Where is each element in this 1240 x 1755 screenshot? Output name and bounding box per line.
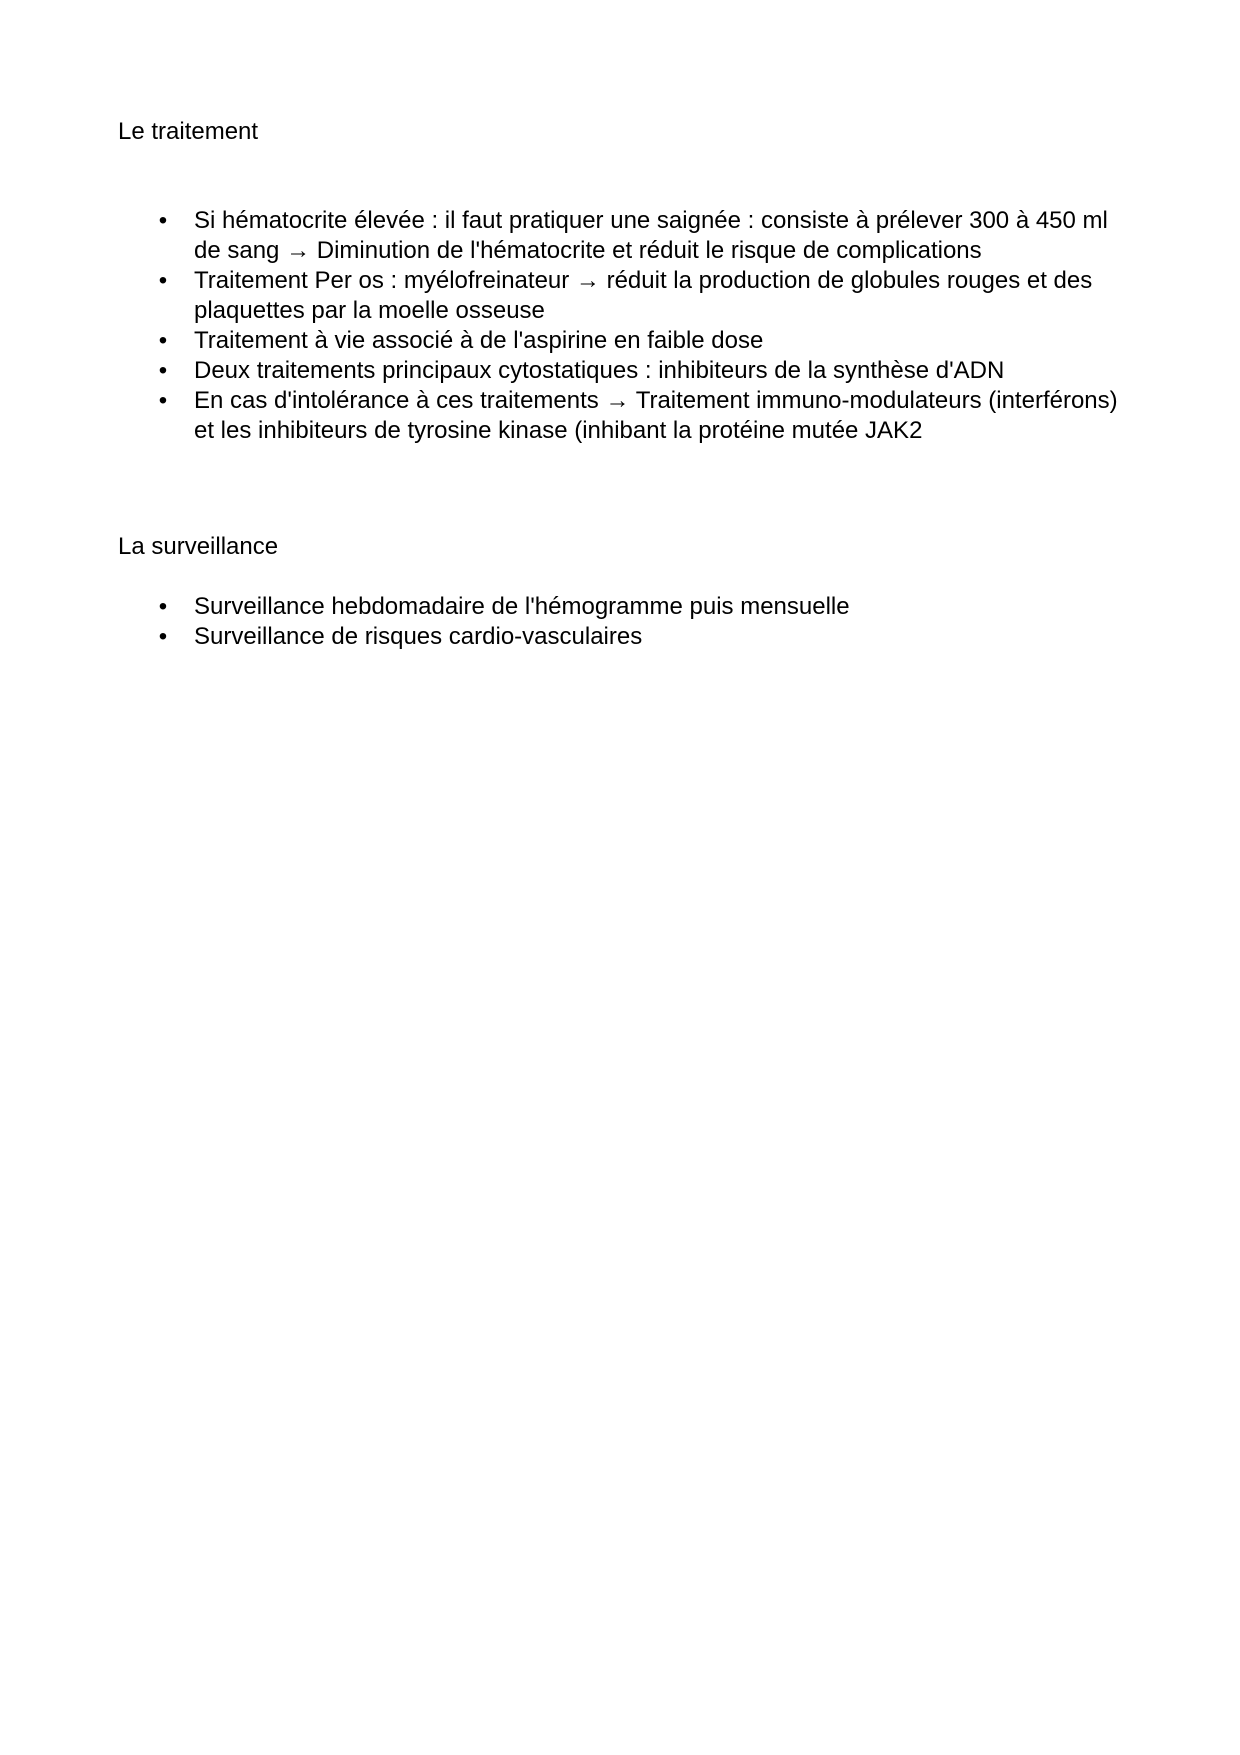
list-item-text: Traitement à vie associé à de l'aspirine en faible dose <box>194 327 764 354</box>
bullet-icon: • <box>158 207 168 234</box>
section-heading-traitement: Le traitement <box>118 118 259 145</box>
bullet-icon: • <box>158 357 168 384</box>
section-heading-surveillance: La surveillance <box>118 533 279 560</box>
list-item <box>0 622 1124 652</box>
list-item-text: Surveillance hebdomadaire de l'hémogramme puis mensuelle <box>194 593 850 620</box>
list-item <box>0 356 1124 386</box>
list-item <box>0 266 1124 326</box>
list-item <box>0 592 1124 622</box>
list-item-text: Deux traitements principaux cytostatiques : inhibiteurs de la synthèse d'ADN <box>194 357 1005 384</box>
bullet-icon: • <box>158 623 168 650</box>
list-item <box>0 326 1124 356</box>
surveillance-bullet-list <box>0 592 1240 652</box>
list-item <box>0 206 1124 266</box>
bullet-icon: • <box>158 387 168 414</box>
treatment-bullet-list <box>0 206 1240 446</box>
list-item-text: En cas d'intolérance à ces traitements → Traitement immuno-modulateurs (interférons) et les inhibiteurs de tyrosine kinase (inhibant la protéine mutée JAK2 <box>194 387 1118 444</box>
list-item-text: Traitement Per os : myélofreinateur → réduit la production de globules rouges et des plaquettes par la moelle osseuse <box>194 267 1093 324</box>
list-item <box>0 386 1124 446</box>
bullet-icon: • <box>158 593 168 620</box>
list-item-text: Surveillance de risques cardio-vasculaires <box>194 623 643 650</box>
list-item-text: Si hématocrite élevée : il faut pratiquer une saignée : consiste à prélever 300 à 450 ml de sang → Diminution de l'hématocrite et réduit le risque de complications <box>194 207 1108 264</box>
bullet-icon: • <box>158 327 168 354</box>
bullet-icon: • <box>158 267 168 294</box>
